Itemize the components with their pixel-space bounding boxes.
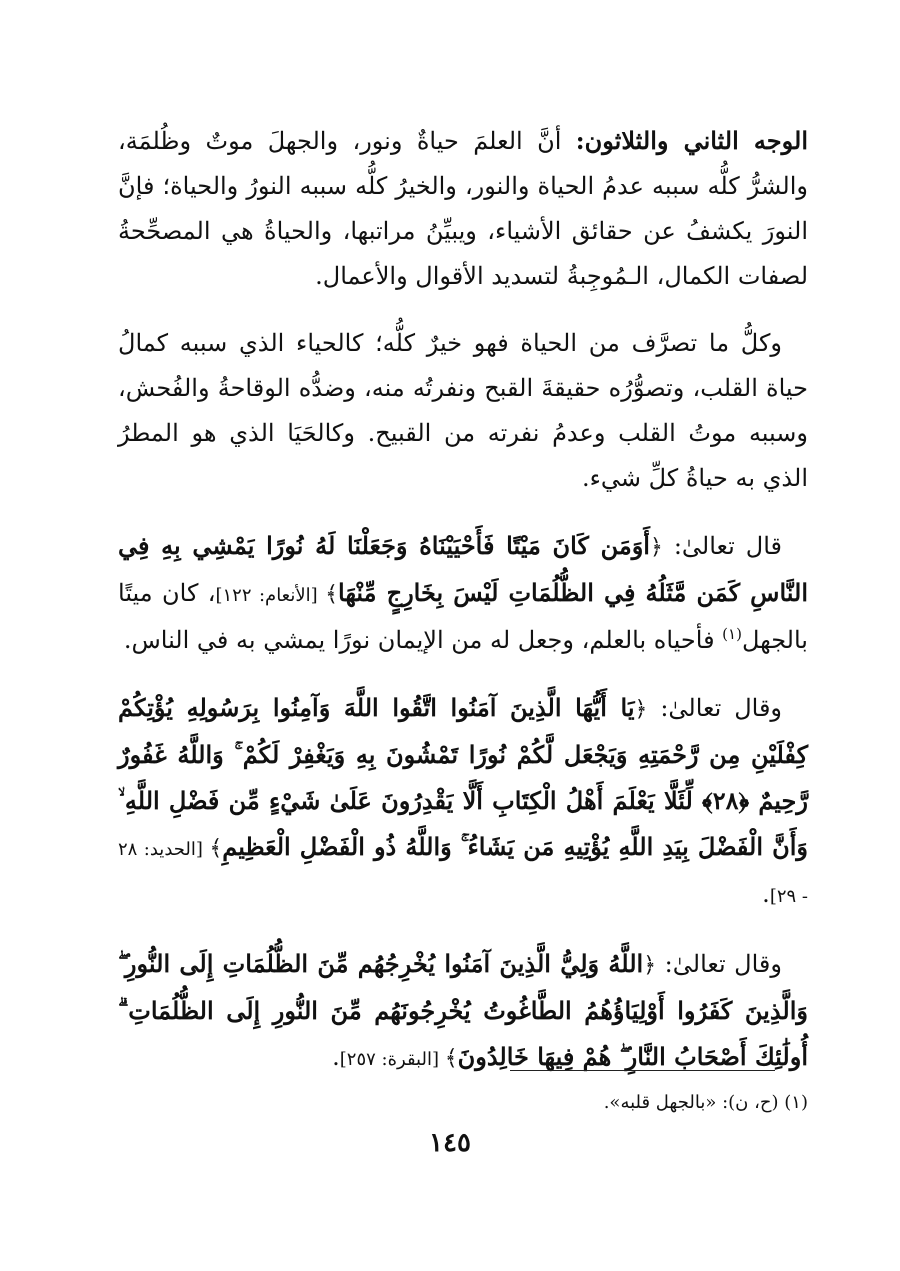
quran-verse: اللَّهُ وَلِيُّ الَّذِينَ آمَنُوا يُخْرِجُهُم مِّنَ الظُّلُمَاتِ إِلَى النُّورِ ۖ وَالَّذِينَ كَفَرُوا أَوْلِيَاؤُهُمُ الطَّاغُوتُ يُخْرِجُونَهُم مِّنَ النُّورِ إِلَى الظُّلُمَاتِ ۗ أُولَٰئِكَ أَصْحَابُ النَّارِ ۖ هُمْ فِيهَا خَالِدُونَ — [118, 949, 808, 1071]
commentary-text: ، كان ميتًا بالجهل — [118, 579, 808, 654]
page-number: ١٤٥ — [429, 1128, 471, 1158]
quran-verse: أَوَمَن كَانَ مَيْتًا فَأَحْيَيْنَاهُ وَجَعَلْنَا لَهُ نُورًا يَمْشِي بِهِ فِي النَّاسِ كَمَن مَّثَلُهُ فِي الظُّلُمَاتِ لَيْسَ بِخَارِجٍ مِّنْهَا — [118, 531, 808, 607]
verse-reference: [الأنعام: ١٢٢] — [215, 585, 326, 606]
footnote-marker[interactable]: (١) — [722, 625, 742, 643]
footnote — [118, 1088, 808, 1118]
verse-intro: وقال تعالىٰ: — [656, 950, 782, 978]
page-body — [118, 118, 808, 1104]
paragraph-text: أنَّ العلمَ حياةٌ ونور، والجهلَ موتٌ وظُلمَة، والشرُّ كلُّه سببه عدمُ الحياة والنور، والخيرُ كلُّه سببه النورُ والحياة؛ فإنَّ النورَ يكشفُ عن حقائق الأشياء، ويبيِّنُ مراتبها، والحياةُ هي المصحِّحةُ لصفات الكمال، الـمُوجِبةُ لتسديد الأقوال والأعمال. — [118, 127, 808, 290]
verse-intro: وقال تعالىٰ: — [647, 694, 783, 722]
paragraph-life-modesty — [118, 321, 808, 501]
punctuation: . — [332, 1043, 340, 1071]
ornate-bracket-open: ﴿ — [643, 953, 657, 978]
ornate-bracket-open: ﴿ — [649, 535, 663, 560]
verse-intro: قال تعالىٰ: — [662, 532, 783, 560]
quran-verse: يَا أَيُّهَا الَّذِينَ آمَنُوا اتَّقُوا اللَّهَ وَآمِنُوا بِرَسُولِهِ يُؤْتِكُمْ كِفْلَيْنِ مِن رَّحْمَتِهِ وَيَجْعَل لَّكُمْ نُورًا تَمْشُونَ بِهِ وَيَغْفِرْ لَكُمْ ۚ وَاللَّهُ غَفُورٌ رَّحِيمٌ ﴿٢٨﴾ لِّئَلَّا يَعْلَمَ أَهْلُ الْكِتَابِ أَلَّا يَقْدِرُونَ عَلَىٰ شَيْءٍ مِّن فَضْلِ اللَّهِ ۙ وَأَنَّ الْفَضْلَ بِيَدِ اللَّهِ يُؤْتِيهِ مَن يَشَاءُ ۚ وَاللَّهُ ذُو الْفَضْلِ الْعَظِيمِ — [118, 693, 808, 861]
ornate-bracket-close: ﴾ — [444, 1046, 458, 1071]
ornate-bracket-close: ﴾ — [209, 836, 223, 861]
commentary-text: فأحياه بالعلم، وجعل له من الإيمان نورًا يمشي به في الناس. — [123, 626, 723, 654]
verse-reference: [الحديد: ٢٨ - ٢٩] — [118, 839, 808, 907]
footnote-divider — [510, 1070, 775, 1071]
footnote-number: (١) — [784, 1092, 808, 1113]
paragraph-hadid-verse — [118, 685, 808, 919]
paragraph-32nd-aspect — [118, 118, 808, 299]
paragraph-text: وكلُّ ما تصرَّف من الحياة فهو خيرٌ كلُّه؛ كالحياء الذي سببه كمالُ حياة القلب، وتصوُّرُه حقيقةَ القبح ونفرتُه منه، وضدُّه الوقاحةُ والفُحش، وسببه موتُ القلب وعدمُ نفرته من القبيح. وكالحَيَا الذي هو المطرُ الذي به حياةُ كلِّ شيء. — [118, 329, 808, 492]
paragraph-anam-verse — [118, 523, 808, 663]
section-heading: الوجه الثاني والثلاثون: — [575, 126, 808, 155]
footnote-text: (ح، ن): «بالجهل قلبه». — [603, 1092, 785, 1113]
ornate-bracket-close: ﴾ — [325, 582, 339, 607]
ornate-bracket-open: ﴿ — [634, 697, 648, 722]
punctuation: . — [762, 880, 770, 908]
verse-reference: [البقرة: ٢٥٧] — [339, 1049, 445, 1070]
paragraph-baqarah-verse — [118, 941, 808, 1082]
